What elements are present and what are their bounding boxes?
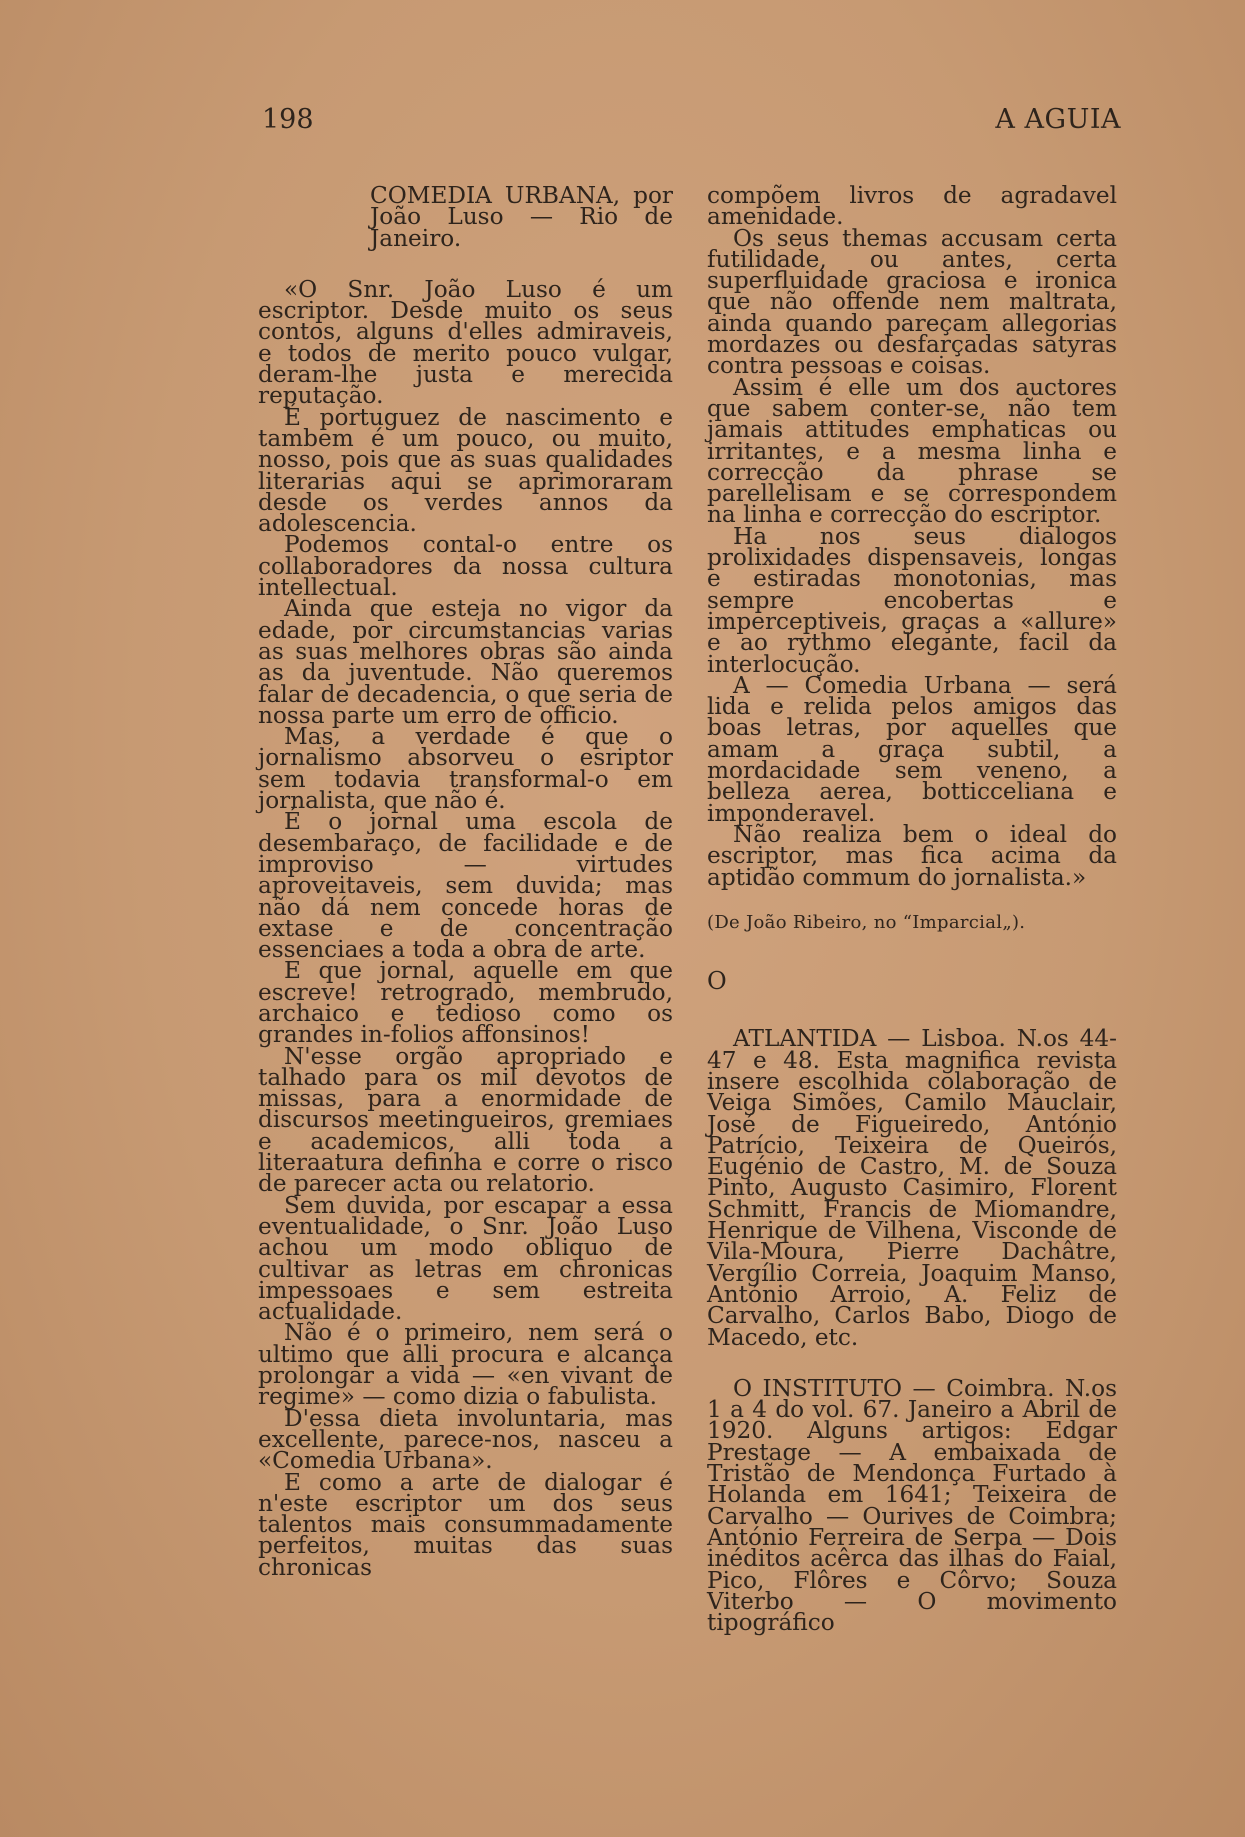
quote-credit: (De João Ribeiro, no “Imparcial„). (707, 911, 1026, 933)
paragraph: Mas, a verdade é que o jornalismo absorveu o esriptor sem todavia transformal-o em jornalista, que não é. (258, 723, 673, 815)
paragraph: E que jornal, aquelle em que escreve! retrogrado, membrudo, archaico e tedioso como os grandes in-folios affonsinos! (258, 957, 673, 1049)
paragraph: E como a arte de dialogar é n'este escriptor um dos seus talentos mais consummadamente perfeitos, muitas das suas chronicas (258, 1468, 673, 1581)
paragraph: N'esse orgão apropriado e talhado para os mil devotos de missas, para a enormidade de discursos meetingueiros, gremiaes e academicos, alli toda a literaatura definha e corre o risco de parecer acta ou relatorio. (258, 1042, 673, 1198)
paragraph: Não realiza bem o ideal do escriptor, mas fica acima da aptidão commum do jornalista.» (707, 820, 1117, 891)
review-atlantida: ATLANTIDA — Lisboa. N.os 44-47 e 48. Esta magnifica revista insere escolhida colaboração de Veiga Simões, Camilo Mauclair, José de Figueiredo, António Patrício, Teixeira de Queirós, Eugénio de Castro, M. de Souza Pinto, Augusto Casimiro, Florent Schmitt, Francis de Miomandre, Henrique de Vilhena, Visconde de Vila-Moura, Pierre Dachâtre, Vergílio Correia, Joaquim Manso, António Arroio, A. Feliz de Carvalho, Carlos Babo, Diogo de Macedo, etc. (707, 1025, 1117, 1351)
paragraph: A — Comedia Urbana — será lida e relida pelos amigos das boas letras, por aquelles que amam a graça subtil, a mordacidade sem veneno, a belleza aerea, botticceliana e imponderavel. (707, 671, 1117, 827)
section-separator: O (707, 967, 727, 996)
page-number: 198 (262, 104, 314, 135)
left-column (258, 182, 673, 1581)
paragraph: Ha nos seus dialogos prolixidades dispensaveis, longas e estiradas monotonias, mas sempre encobertas e imperceptiveis, graças a «allure» e ao rythmo elegante, facil da interlocução. (707, 522, 1117, 678)
right-column (707, 182, 1117, 1637)
paragraph: D'essa dieta involuntaria, mas excellente, parece-nos, nasceu a «Comedia Urbana». (258, 1404, 673, 1475)
paragraph: Assim é elle um dos auctores que sabem conter-se, não tem jamais attitudes emphaticas ou irritantes, e a mesma linha e correcção da phrase se parellelisam e se correspondem na linha e correcção do escriptor. (707, 373, 1117, 529)
paragraph: É o jornal uma escola de desembaraço, de facilidade e de improviso — virtudes aproveitaveis, sem duvida; mas não dá nem concede horas de extase e de concentração essenciaes a toda a obra de arte. (258, 808, 673, 964)
paragraph: compõem livros de agradavel amenidade. (707, 182, 1117, 231)
running-title: A AGUIA (995, 104, 1121, 135)
paragraph: Os seus themas accusam certa futilidade, ou antes, certa superfluidade graciosa e ironica que não offende nem maltrata, ainda quando pareçam allegorias mordazes ou desfarçadas satyras contra pessoas e coisas. (707, 224, 1117, 380)
paragraph: «O Snr. João Luso é um escriptor. Desde muito os seus contos, alguns d'elles admiraveis, e todos de merito pouco vulgar, deram-lhe justa e merecida reputação. (258, 275, 673, 410)
review-title: COMEDIA URBANA, por João Luso — Rio de Janeiro. (370, 182, 673, 252)
paragraph: Não é o primeiro, nem será o ultimo que alli procura e alcança prolongar a vida — «en vivant de regime» — como dizia o fabulista. (258, 1319, 673, 1411)
review-instituto: O INSTITUTO — Coimbra. N.os 1 a 4 do vol. 67. Janeiro a Abril de 1920. Alguns artigos: Edgar Prestage — A embaixada de Tristão de Mendonça Furtado à Holanda em 1641; Teixeira de Carvalho — Ourives de Coimbra; António Ferreira de Serpa — Dois inéditos acêrca das ilhas do Faial, Pico, Flôres e Côrvo; Souza Viterbo — O movimento tipográfico (707, 1374, 1117, 1637)
paragraph: Podemos contal-o entre os collaboradores da nossa cultura intellectual. (258, 531, 673, 602)
paragraph: É portuguez de nascimento e tambem é um pouco, ou muito, nosso, pois que as suas qualidades literarias aqui se aprimoraram desde os verdes annos da adolescencia. (258, 403, 673, 538)
paragraph: Ainda que esteja no vigor da edade, por circumstancias varias as suas melhores obras são ainda as da juventude. Não queremos falar de decadencia, o que seria de nossa parte um erro de officio. (258, 595, 673, 729)
paragraph: Sem duvida, por escapar a essa eventualidade, o Snr. João Luso achou um modo obliquo de cultivar as letras em chronicas impessoaes e sem estreita actualidade. (258, 1191, 673, 1326)
